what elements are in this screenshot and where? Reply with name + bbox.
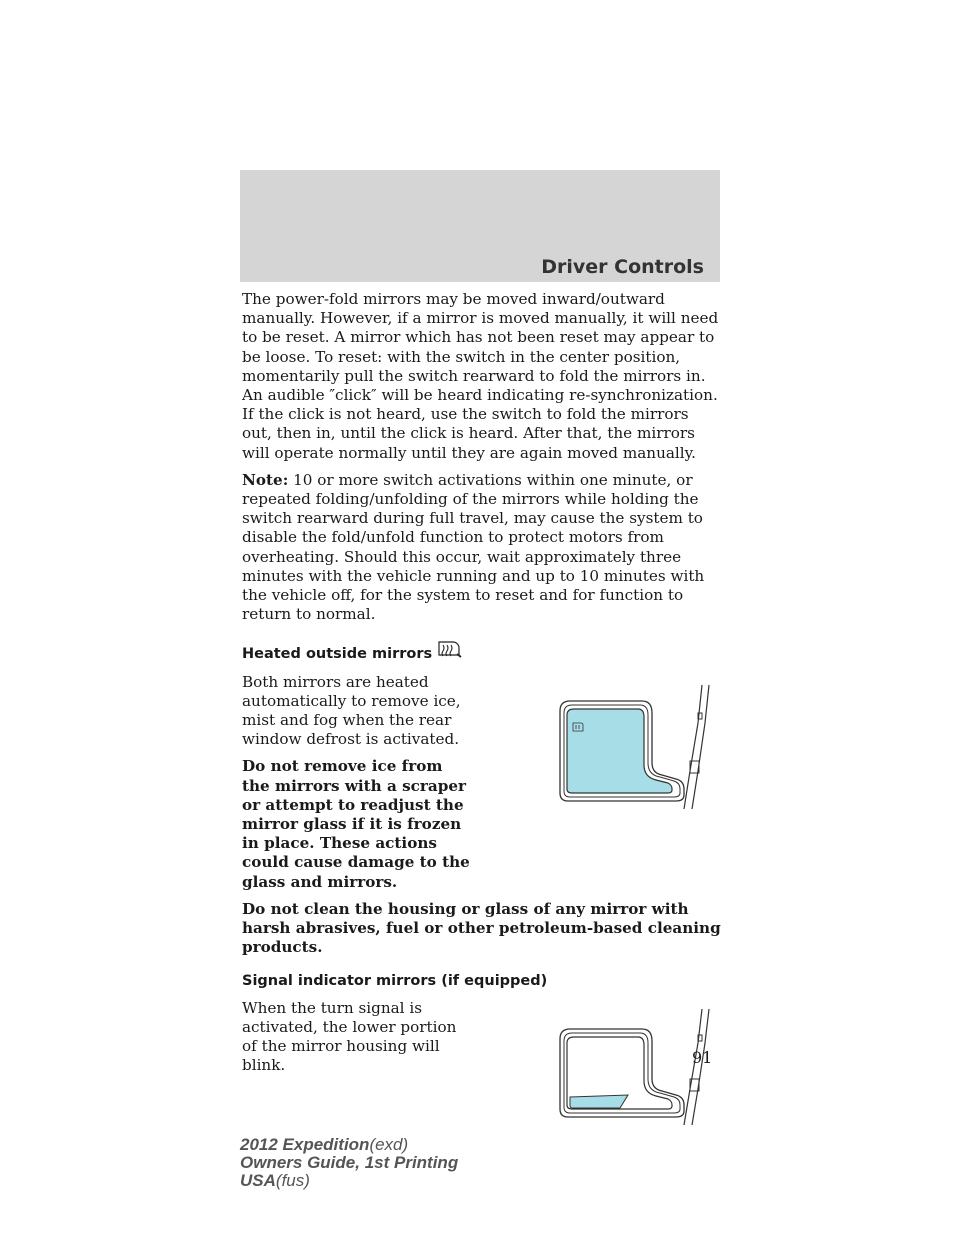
section-title: Driver Controls (541, 256, 704, 278)
powerfold-paragraph: The power-fold mirrors may be moved inward/outward manually. However, if a mirror is moved manually, it will need to be reset. A mirror which has not been reset may appear to be loose. To reset: with the switch in the center position, momentarily pull the switch rearward to fold the mirrors in. An audible ″click″ will be heard indicating re-synchronization. If the click is not heard, use the switch to fold the mirrors out, then in, until the click is heard. After that, the mirrors will operate normally until they are again moved manually. (242, 290, 719, 462)
signal-mirrors-heading-text: Signal indicator mirrors (if equipped) (242, 972, 548, 989)
signal-mirrors-text-column (242, 999, 474, 1084)
note-text: 10 or more switch activations within one minute, or repeated folding/unfolding of the mirrors while holding the switch rearward during full travel, may cause the system to disable the fold/unfold function to protect motors from overheating. Should this occur, wait approximately three minutes with the vehicle running and up to 10 minutes with the vehicle off, for the system to reset and for function to return to normal. (242, 470, 705, 624)
signal-mirror-illustration (552, 1009, 722, 1132)
heated-mirror-illustration (552, 683, 722, 816)
cleaning-warning: Do not clean the housing or glass of any mirror with harsh abrasives, fuel or other petroleum-based cleaning products. (242, 899, 721, 957)
heated-mirrors-warning: Do not remove ice from the mirrors with a scraper or attempt to readjust the mirror glass if it is frozen in place. These actions could cause damage to the glass and mirrors. (242, 757, 470, 891)
heated-mirrors-heading (242, 638, 722, 664)
heated-mirrors-description: Both mirrors are heated automatically to remove ice, mist and fog when the rear window defrost is activated. (242, 672, 461, 749)
page-number: 91 (692, 1048, 713, 1067)
footer (240, 1136, 458, 1190)
rear-defrost-icon (436, 638, 462, 664)
note-paragraph (242, 471, 722, 625)
footer-line-1 (240, 1136, 458, 1154)
footer-market-code: (fus) (275, 1171, 310, 1190)
footer-model: 2012 Expedition (240, 1135, 370, 1154)
heated-mirrors-section (242, 673, 722, 900)
footer-model-code: (exd) (369, 1135, 409, 1154)
footer-market: USA (240, 1171, 276, 1190)
heated-mirrors-text-column (242, 673, 474, 900)
footer-line-3 (240, 1172, 458, 1190)
header-band (240, 170, 720, 282)
note-label: Note: (242, 470, 289, 489)
signal-mirrors-description: When the turn signal is activated, the lower portion of the mirror housing will blink. (242, 998, 457, 1075)
signal-mirrors-section (242, 999, 722, 1132)
heated-mirrors-heading-text: Heated outside mirrors (242, 646, 433, 663)
footer-line-2: Owners Guide, 1st Printing (240, 1153, 459, 1172)
signal-mirrors-heading (242, 972, 722, 991)
page-content (242, 290, 722, 1132)
